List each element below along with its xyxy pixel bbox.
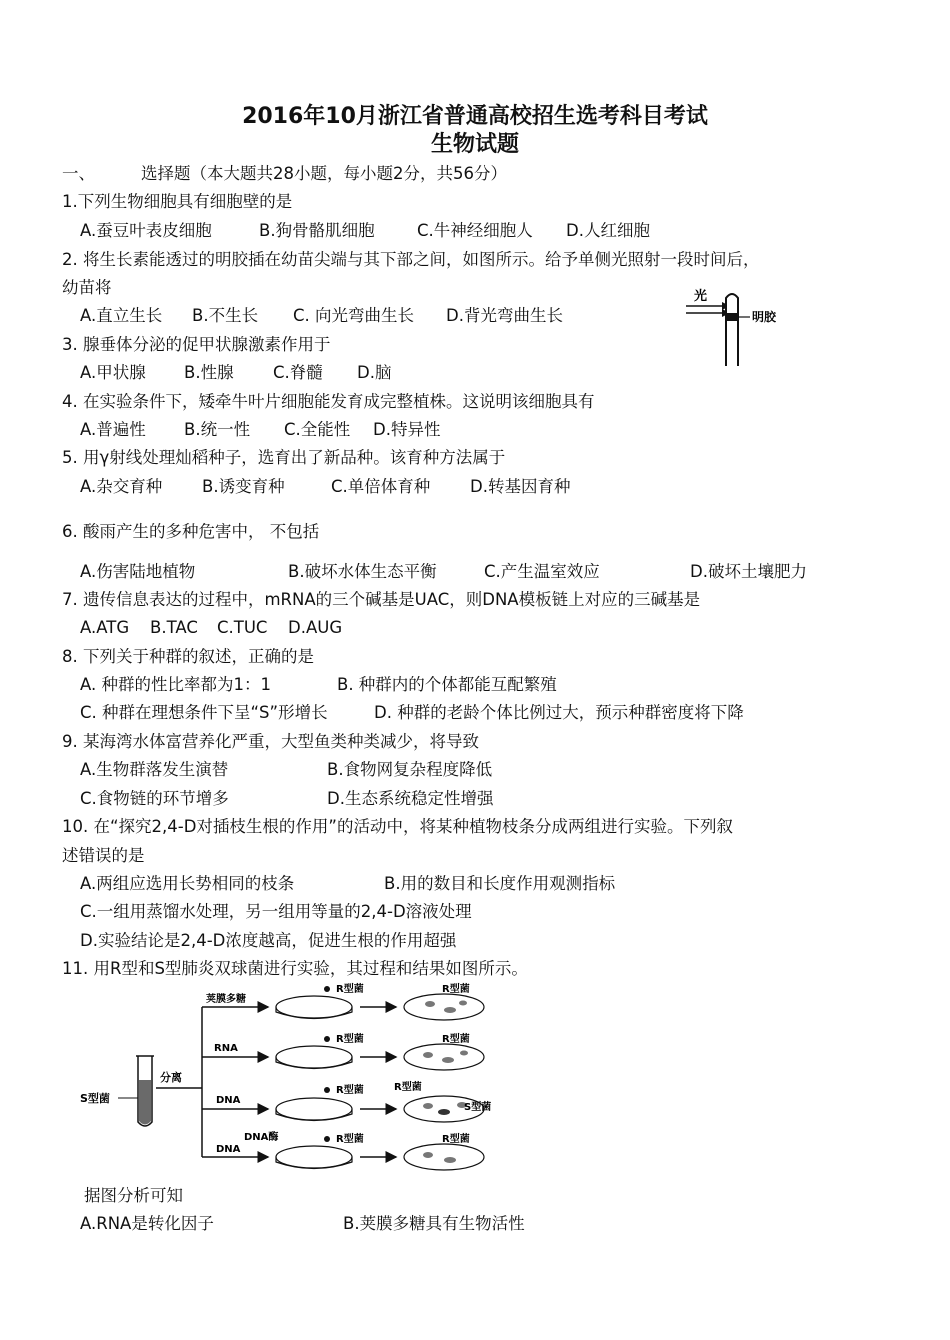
question-2-option-b: B.不生长 bbox=[192, 306, 259, 325]
question-2-option-d: D.背光弯曲生长 bbox=[446, 306, 563, 325]
dish-3 bbox=[276, 1098, 352, 1121]
question-3-option-a: A.甲状腺 bbox=[80, 363, 146, 382]
result-dish-4 bbox=[404, 1144, 484, 1170]
branch-3-label: DNA bbox=[216, 1095, 241, 1106]
question-4-stem: 4. 在实验条件下，矮牵牛叶片细胞能发育成完整植株。这说明该细胞具有 bbox=[62, 392, 595, 411]
branch-4-label: DNA bbox=[216, 1144, 241, 1155]
light-label: 光 bbox=[694, 289, 708, 304]
question-2-option-c: C. 向光弯曲生长 bbox=[293, 306, 415, 325]
question-8-option-c: C. 种群在理想条件下呈“S”形增长 bbox=[80, 703, 328, 722]
dish-2 bbox=[276, 1046, 352, 1069]
question-11-note: 据图分析可知 bbox=[84, 1186, 183, 1205]
seedling-gelatin-figure bbox=[680, 282, 790, 372]
question-3-stem: 3. 腺垂体分泌的促甲状腺激素作用于 bbox=[62, 335, 331, 354]
question-4-option-d: D.特异性 bbox=[373, 420, 441, 439]
question-6-option-b: B.破坏水体生态平衡 bbox=[288, 562, 437, 581]
dna-enzyme-label: DNA酶 bbox=[244, 1132, 279, 1143]
branch-1-label: 荚膜多糖 bbox=[206, 994, 246, 1005]
question-4-option-a: A.普遍性 bbox=[80, 420, 146, 439]
question-8-option-b: B. 种群内的个体都能互配繁殖 bbox=[337, 675, 557, 694]
tube-sediment bbox=[139, 1080, 151, 1125]
question-6-option-c: C.产生温室效应 bbox=[484, 562, 600, 581]
result-r-label-4: R型菌 bbox=[442, 1134, 470, 1145]
section-heading: 选择题（本大题共28小题，每小题2分，共56分） bbox=[141, 164, 507, 183]
question-2-stem: 2. 将生长素能透过的明胶插在幼苗尖端与其下部之间，如图所示。给予单侧光照射一段时间后， bbox=[62, 250, 760, 269]
section-number: 一、 bbox=[62, 164, 95, 183]
question-4-option-c: C.全能性 bbox=[284, 420, 351, 439]
dish-1 bbox=[276, 996, 352, 1019]
question-1-option-a: A.蚕豆叶表皮细胞 bbox=[80, 221, 212, 240]
question-2-option-a: A.直立生长 bbox=[80, 306, 163, 325]
question-4-option-b: B.统一性 bbox=[184, 420, 251, 439]
seedling-outline bbox=[726, 294, 738, 366]
question-5-stem: 5. 用γ射线处理灿稻种子，选育出了新品种。该育种方法属于 bbox=[62, 448, 506, 467]
question-9-stem: 9. 某海湾水体富营养化严重，大型鱼类种类减少，将导致 bbox=[62, 732, 479, 751]
result-r-label-3: R型菌 bbox=[394, 1082, 422, 1093]
question-1-option-c: C.牛神经细胞人 bbox=[417, 221, 533, 240]
s-bacteria-label: S型菌 bbox=[80, 1092, 110, 1105]
question-9-option-c: C.食物链的环节增多 bbox=[80, 789, 229, 808]
branch-2-label: RNA bbox=[214, 1043, 238, 1054]
question-10-option-a: A.两组应选用长势相同的枝条 bbox=[80, 874, 295, 893]
question-11-option-b: B.荚膜多糖具有生物活性 bbox=[343, 1214, 525, 1233]
result-dish-2 bbox=[404, 1044, 484, 1070]
gelatin-label: 明胶 bbox=[752, 310, 777, 324]
question-3-option-b: B.性腺 bbox=[184, 363, 234, 382]
question-1-option-d: D.人红细胞 bbox=[566, 221, 650, 240]
dish-4 bbox=[276, 1146, 352, 1169]
gelatin-block bbox=[726, 313, 738, 321]
result-s-label-3: S型菌 bbox=[464, 1102, 492, 1113]
question-5-option-a: A.杂交育种 bbox=[80, 477, 163, 496]
question-1-stem: 1.下列生物细胞具有细胞壁的是 bbox=[62, 192, 293, 211]
question-3-option-d: D.脑 bbox=[357, 363, 392, 382]
question-8-option-a: A. 种群的性比率都为1：1 bbox=[80, 675, 271, 694]
inoculate-r-label-4: R型菌 bbox=[336, 1134, 364, 1145]
inoculate-r-label-2: R型菌 bbox=[336, 1034, 364, 1045]
question-10-stem: 10. 在“探究2,4-D对插枝生根的作用”的活动中，将某种植物枝条分成两组进行实验。下列叙 bbox=[62, 817, 733, 836]
result-r-label-1: R型菌 bbox=[442, 984, 470, 995]
question-5-option-d: D.转基因育种 bbox=[470, 477, 571, 496]
question-11-option-a: A.RNA是转化因子 bbox=[80, 1214, 214, 1233]
inoculate-r-label-3: R型菌 bbox=[336, 1085, 364, 1096]
question-7-option-a: A.ATG bbox=[80, 618, 130, 637]
question-10-option-d: D.实验结论是2,4-D浓度越高，促进生根的作用超强 bbox=[80, 931, 457, 950]
question-6-stem: 6. 酸雨产生的多种危害中， 不包括 bbox=[62, 522, 320, 541]
result-r-label-2: R型菌 bbox=[442, 1034, 470, 1045]
page-title: 2016年10月浙江省普通高校招生选考科目考试 bbox=[242, 104, 708, 129]
question-7-option-d: D.AUG bbox=[288, 618, 343, 637]
page-subtitle: 生物试题 bbox=[430, 132, 519, 157]
question-1-option-b: B.狗骨骼肌细胞 bbox=[259, 221, 375, 240]
inoculate-r-label-1: R型菌 bbox=[336, 984, 364, 995]
question-8-stem: 8. 下列关于种群的叙述，正确的是 bbox=[62, 647, 314, 666]
question-5-option-c: C.单倍体育种 bbox=[331, 477, 431, 496]
question-7-stem: 7. 遗传信息表达的过程中，mRNA的三个碱基是UAC，则DNA模板链上对应的三碱基是 bbox=[62, 590, 701, 609]
question-5-option-b: B.诱变育种 bbox=[202, 477, 285, 496]
question-6-option-a: A.伤害陆地植物 bbox=[80, 562, 196, 581]
question-11-stem: 11. 用R型和S型肺炎双球菌进行实验，其过程和结果如图所示。 bbox=[62, 959, 528, 978]
question-10-option-b: B.用的数目和长度作用观测指标 bbox=[384, 874, 616, 893]
question-7-option-c: C.TUC bbox=[217, 618, 268, 637]
separate-label: 分离 bbox=[160, 1071, 182, 1084]
question-3-option-c: C.脊髓 bbox=[273, 363, 323, 382]
question-6-option-d: D.破坏土壤肥力 bbox=[690, 562, 807, 581]
question-9-option-b: B.食物网复杂程度降低 bbox=[327, 760, 493, 779]
question-8-option-d: D. 种群的老龄个体比例过大，预示种群密度将下降 bbox=[374, 703, 744, 722]
result-dish-1 bbox=[404, 994, 484, 1020]
question-10-option-c: C.一组用蒸馏水处理，另一组用等量的2,4-D溶液处理 bbox=[80, 902, 472, 921]
transformation-experiment-figure bbox=[78, 980, 508, 1180]
question-7-option-b: B.TAC bbox=[150, 618, 198, 637]
question-2-stem-cont: 幼苗将 bbox=[62, 278, 112, 297]
question-9-option-a: A.生物群落发生演替 bbox=[80, 760, 229, 779]
question-9-option-d: D.生态系统稳定性增强 bbox=[327, 789, 494, 808]
question-10-stem-cont: 述错误的是 bbox=[62, 846, 145, 865]
